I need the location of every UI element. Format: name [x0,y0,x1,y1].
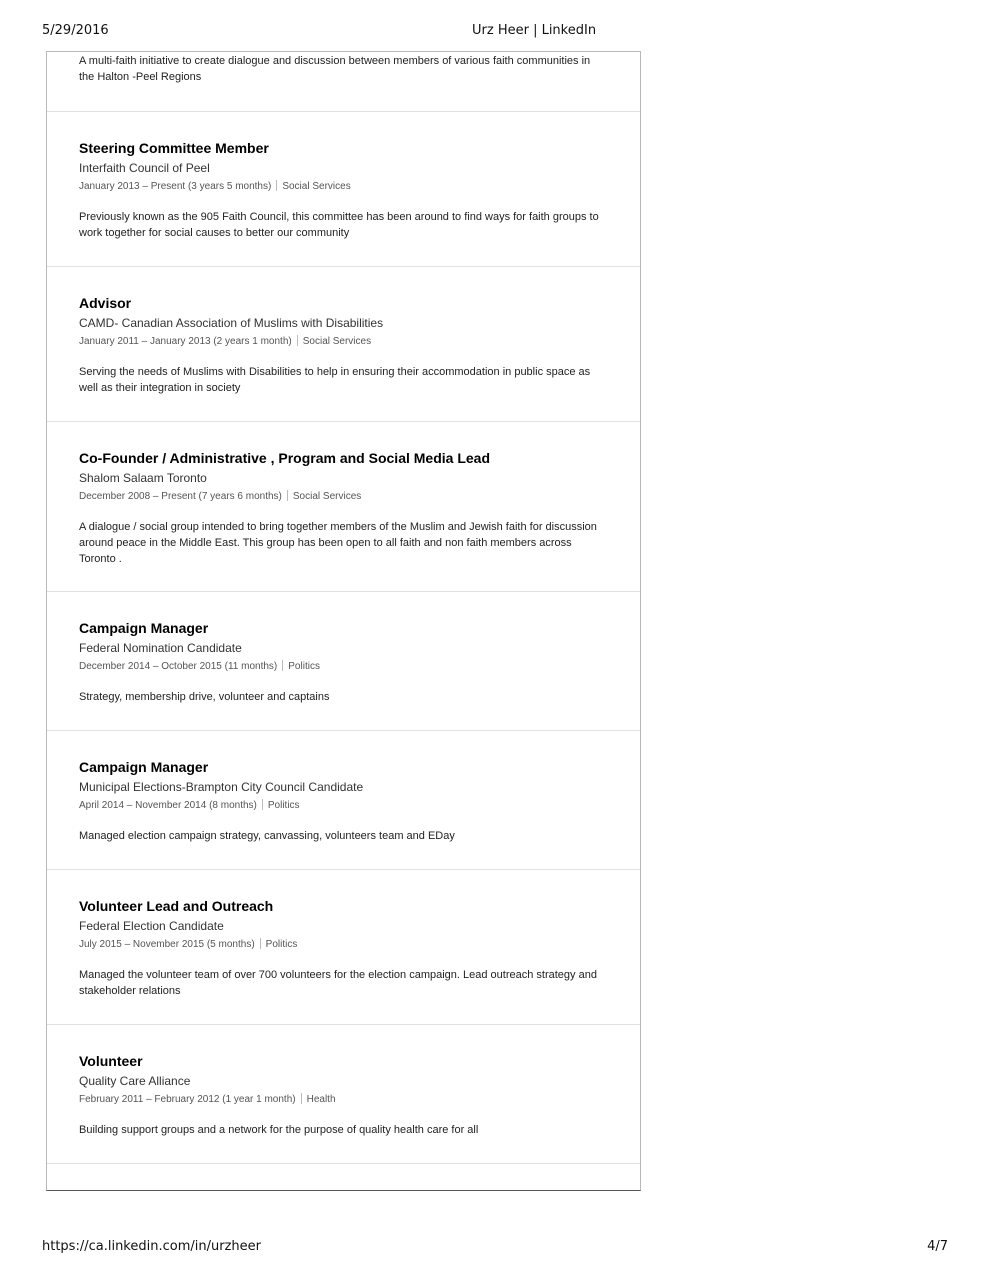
position-meta [79,1093,608,1106]
position-category: Social Services [302,336,372,347]
position-organization[interactable]: Municipal Elections-Brampton City Council Candidate [79,780,364,794]
position-title[interactable]: Campaign Manager [79,620,209,636]
intro-description: A multi-faith initiative to create dialogue and discussion between members of various faith communities in the Halton -Peel Regions [79,55,591,83]
page-title: Urz Heer | LinkedIn [472,23,597,38]
meta-divider [297,335,298,346]
position-entry [47,267,640,422]
position-organization[interactable]: Shalom Salaam Toronto [79,471,207,485]
print-header [42,23,948,41]
position-dates: January 2011 – January 2013 (2 years 1 month) [79,336,292,347]
position-category: Politics [265,939,298,950]
position-title[interactable]: Campaign Manager [79,759,209,775]
position-dates: December 2008 – Present (7 years 6 months) [79,491,282,502]
position-meta [79,799,608,812]
position-entry [47,112,640,267]
position-description: A dialogue / social group intended to bring together members of the Muslim and Jewish faith for discussion around peace in the Middle East. This group has been open to all faith and non faith members across Toronto . [79,521,597,565]
page-number: 4/7 [927,1239,948,1254]
position-dates: January 2013 – Present (3 years 5 months) [79,181,272,192]
position-category: Politics [267,800,300,811]
position-description: Managed election campaign strategy, canvassing, volunteers team and EDay [79,830,455,842]
volunteer-experience-card [46,51,641,1191]
position-dates: December 2014 – October 2015 (11 months) [79,661,278,672]
position-category: Social Services [292,491,362,502]
position-title[interactable]: Advisor [79,295,132,311]
position-dates: February 2011 – February 2012 (1 year 1 month) [79,1094,296,1105]
position-description: Building support groups and a network for the purpose of quality health care for all [79,1124,479,1136]
position-organization[interactable]: Interfaith Council of Peel [79,161,210,175]
position-category: Health [306,1094,336,1105]
meta-divider [301,1093,302,1104]
position-description: Strategy, membership drive, volunteer and captains [79,691,330,703]
position-organization[interactable]: Federal Election Candidate [79,919,224,933]
position-meta [79,938,608,951]
position-title[interactable]: Volunteer Lead and Outreach [79,898,274,914]
position-entry [47,592,640,731]
position-description: Managed the volunteer team of over 700 volunteers for the election campaign. Lead outreach strategy and stakeholder relations [79,969,597,997]
meta-divider [262,799,263,810]
position-dates: April 2014 – November 2014 (8 months) [79,800,257,811]
position-organization[interactable]: Federal Nomination Candidate [79,641,242,655]
position-title[interactable]: Co-Founder / Administrative , Program and Social Media Lead [79,450,490,466]
position-meta [79,180,608,193]
print-date: 5/29/2016 [42,23,109,38]
page-url[interactable]: https://ca.linkedin.com/in/urzheer [42,1239,261,1254]
position-meta [79,490,608,503]
meta-divider [282,660,283,671]
position-entry [47,422,640,592]
meta-divider [260,938,261,949]
meta-divider [287,490,288,501]
position-category: Politics [288,661,320,672]
position-description: Serving the needs of Muslims with Disabilities to help in ensuring their accommodation in public space as well as their integration in society [79,366,591,394]
position-organization[interactable]: CAMD- Canadian Association of Muslims with Disabilities [79,316,384,330]
position-entry [47,870,640,1025]
meta-divider [276,180,277,191]
intro-entry [47,52,640,112]
position-description: Previously known as the 905 Faith Council, this committee has been around to find ways for faith groups to work together for social causes to better our community [79,211,599,239]
position-category: Social Services [282,181,351,192]
print-footer [42,1239,948,1257]
position-dates: July 2015 – November 2015 (5 months) [79,939,255,950]
position-title[interactable]: Steering Committee Member [79,140,269,156]
position-title[interactable]: Volunteer [79,1053,143,1069]
position-entry [47,1025,640,1164]
position-meta [79,335,608,348]
position-organization[interactable]: Quality Care Alliance [79,1074,191,1088]
position-meta [79,660,608,673]
position-entry [47,731,640,870]
